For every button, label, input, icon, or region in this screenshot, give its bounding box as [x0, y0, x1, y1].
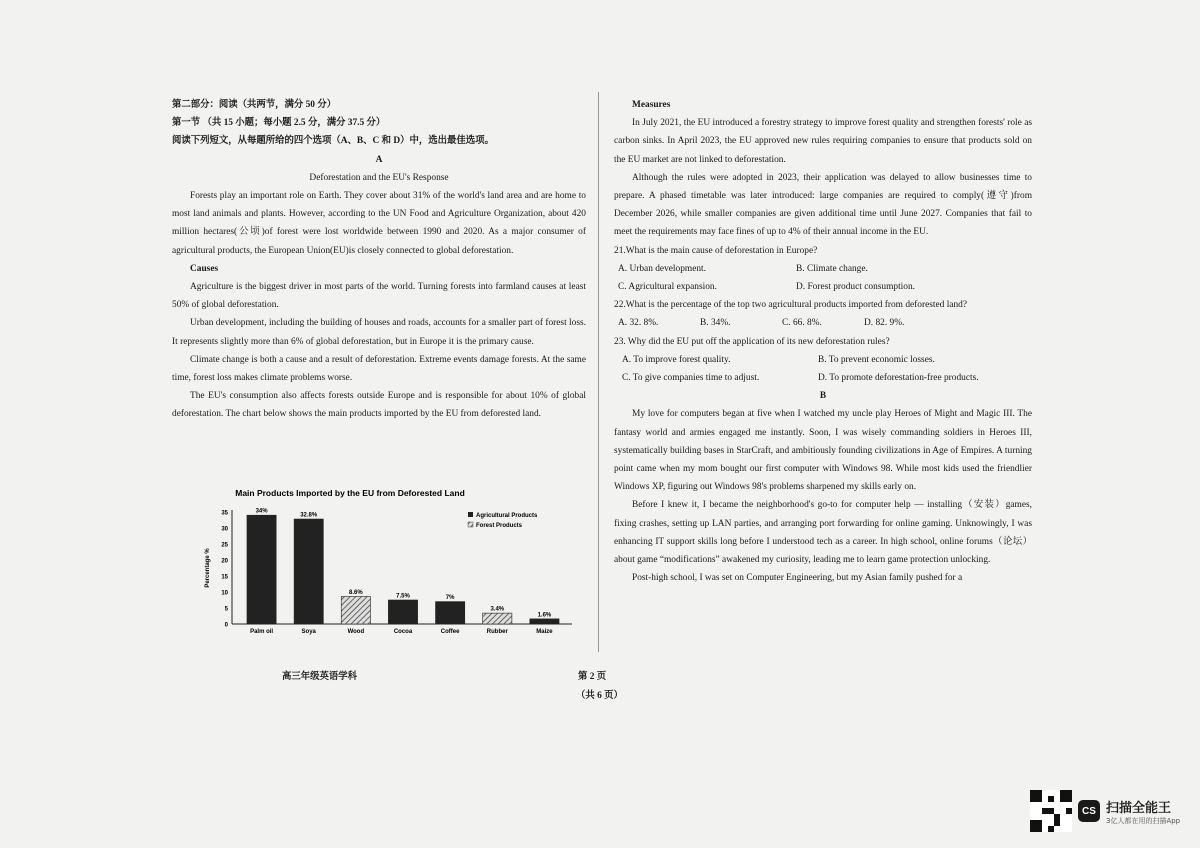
option: D. Forest product consumption.	[796, 282, 916, 293]
y-tick-label: 5	[224, 606, 228, 613]
qr-code-icon	[1030, 790, 1072, 832]
y-axis-label: Percentage %	[205, 548, 211, 588]
paragraph-2: Agriculture is the biggest driver in most parts of the world. Turning forests into farmland causes at least 50% of global deforestation.	[172, 282, 586, 311]
scanner-app-tagline: 3亿人都在用的扫描App	[1106, 816, 1181, 825]
left-column	[172, 96, 586, 424]
y-tick-label: 30	[221, 526, 228, 533]
passage-b-paragraph-3: Post-high school, I was set on Computer Engineering, but my Asian family pushed for a	[632, 573, 963, 584]
measures-paragraph-1: In July 2021, the EU introduced a forestry strategy to improve forest quality and strengthen forests' role as carbon sinks. In April 2023, the EU approved new rules requiring companies to ensure that products sold on the EU market are not linked to deforestation.	[614, 118, 1032, 165]
paragraph-3: Urban development, including the building of houses and roads, accounts for a smaller part of forest loss. It represents slightly more than 6% of global deforestation, but in Europe it is the primary cause.	[172, 318, 586, 347]
passage-letter-b: B	[819, 391, 827, 402]
instructions: 阅读下列短文，从每题所给的四个选项（A、B、C 和 D）中，选出最佳选项。	[172, 136, 494, 147]
footer-total: （共 6 页）	[576, 691, 623, 701]
paragraph-4: Climate change is both a cause and a result of deforestation. Extreme events damage forests. At the same time, forest loss makes climate problems worse.	[172, 354, 586, 384]
y-tick-label: 10	[221, 590, 228, 597]
section-heading: 第一节 （共 15 小题；每小题 2.5 分，满分 37.5 分）	[172, 118, 386, 129]
passage-b-paragraph-1: My love for computers began at five when I watched my uncle play Heroes of Might and Magic III. The fantasy world and armies engaged me instantly. Soon, I was wisely commanding soldiers in Heroes III, systematically building bases in StarCraft, and ambitiously founding civilizations in Age of Empires. A turning point came when my mom bought our first computer with Windows 98. While most kids used the friendlier Windows XP, figuring out Windows 98's problems sharpened my skills early on.	[614, 409, 1032, 493]
option: A. Urban development.	[618, 263, 706, 274]
data-label: 7%	[445, 595, 455, 602]
chart-title: Main Products Imported by the EU from Deforested Land	[235, 488, 465, 498]
question-22-options	[614, 314, 1032, 332]
x-tick-label: Palm oil	[250, 629, 274, 635]
option: B. To prevent economic losses.	[818, 354, 935, 365]
x-tick-label: Soya	[301, 629, 316, 635]
x-tick-label: Coffee	[440, 629, 460, 635]
passage-letter-a: A	[375, 154, 383, 165]
legend-label: Agricultural Products	[476, 513, 538, 519]
option: D. 82. 9%.	[864, 318, 905, 329]
option: C. Agricultural expansion.	[618, 282, 717, 293]
passage-b-paragraph-2: Before I knew it, I became the neighborhood's go-to for computer help — installing（安装）games, fixing crashes, setting up LAN parties, and arranging port forwarding for online gaming. Unknowingly, I was enhancing IT support skills long before I understood tech as a career. In high school, online forums（论坛）about game “modifications” awakened my curiosity, leading me to learn game protection unlocking.	[614, 500, 1032, 566]
data-label: 34%	[255, 508, 268, 515]
data-label: 3.4%	[490, 606, 505, 613]
y-tick-label: 35	[221, 510, 228, 517]
data-label: 7.5%	[396, 593, 410, 600]
option: B. 34%.	[700, 318, 731, 329]
paragraph-5: The EU's consumption also affects forests outside Europe and is responsible for about 10% of global deforestation. The chart below shows the main products imported by the EU from deforested land.	[172, 391, 586, 420]
bar	[530, 619, 559, 624]
legend-swatch	[468, 512, 473, 517]
option: B. Climate change.	[796, 263, 868, 274]
measures-paragraph-2: Although the rules were adopted in 2023, their application was delayed to allow businesses time to prepare. A phased timetable was later introduced: large companies are required to comply(遵守)from December 2026, while smaller companies are given additional time until June 2027. Companies that fail to meet the requirements may face fines of up to 4% of their annual income in the EU.	[614, 172, 1032, 238]
y-tick-label: 20	[221, 558, 228, 565]
x-tick-label: Wood	[347, 629, 365, 635]
scanner-badge	[1030, 790, 1180, 832]
bar	[341, 596, 370, 624]
measures-heading: Measures	[632, 100, 671, 110]
x-tick-label: Maize	[536, 629, 553, 635]
footer-subject: 高三年级英语学科	[282, 672, 358, 682]
bar	[388, 600, 417, 624]
scanner-app-name: 扫描全能王	[1106, 800, 1172, 816]
option: C. To give companies time to adjust.	[622, 373, 760, 384]
question-21-options	[614, 260, 1032, 296]
question-22: 22.What is the percentage of the top two agricultural products imported from deforested land?	[614, 300, 968, 311]
y-tick-label: 15	[221, 574, 228, 581]
bar	[247, 515, 276, 624]
scanner-text	[1106, 797, 1180, 826]
legend-label: Forest Products	[476, 523, 523, 529]
paragraph-1: Forests play an important role on Earth. They cover about 31% of the world's land area and are home to most land animals and plants. However, according to the UN Food and Agriculture Organization, about 420 million hectares(公顷)of forest were lost worldwide between 1990 and 2020. As a major consumer of agricultural products, the European Union(EU)is closely connected to global deforestation.	[172, 191, 586, 256]
question-21: 21.What is the main cause of deforestation in Europe?	[614, 245, 818, 256]
column-divider	[598, 92, 599, 652]
bar	[294, 519, 323, 624]
bar-chart	[200, 486, 580, 636]
question-23-options	[614, 351, 1032, 387]
option: A. 32. 8%.	[618, 318, 659, 329]
y-tick-label: 0	[224, 622, 228, 629]
option: A. To improve forest quality.	[622, 354, 731, 365]
bar	[436, 602, 465, 624]
data-label: 32.8%	[300, 512, 318, 519]
data-label: 1.6%	[537, 612, 552, 619]
question-23: 23. Why did the EU put off the application of its new deforestation rules?	[614, 336, 890, 347]
footer-page: 第 2 页	[578, 672, 607, 682]
y-tick-label: 25	[221, 542, 228, 549]
x-tick-label: Rubber	[486, 629, 508, 635]
causes-heading: Causes	[190, 263, 219, 274]
option: C. 66. 8%.	[782, 318, 822, 329]
right-column	[614, 96, 1032, 587]
x-tick-label: Cocoa	[393, 629, 413, 635]
bar	[483, 613, 512, 624]
legend-swatch	[468, 522, 473, 527]
option: D. To promote deforestation-free products.	[818, 373, 979, 384]
data-label: 8.6%	[349, 589, 363, 596]
part-heading: 第二部分：阅读（共两节，满分 50 分）	[172, 100, 337, 110]
scanner-logo-icon: CS	[1078, 800, 1100, 822]
passage-title: Deforestation and the EU's Response	[309, 172, 449, 183]
